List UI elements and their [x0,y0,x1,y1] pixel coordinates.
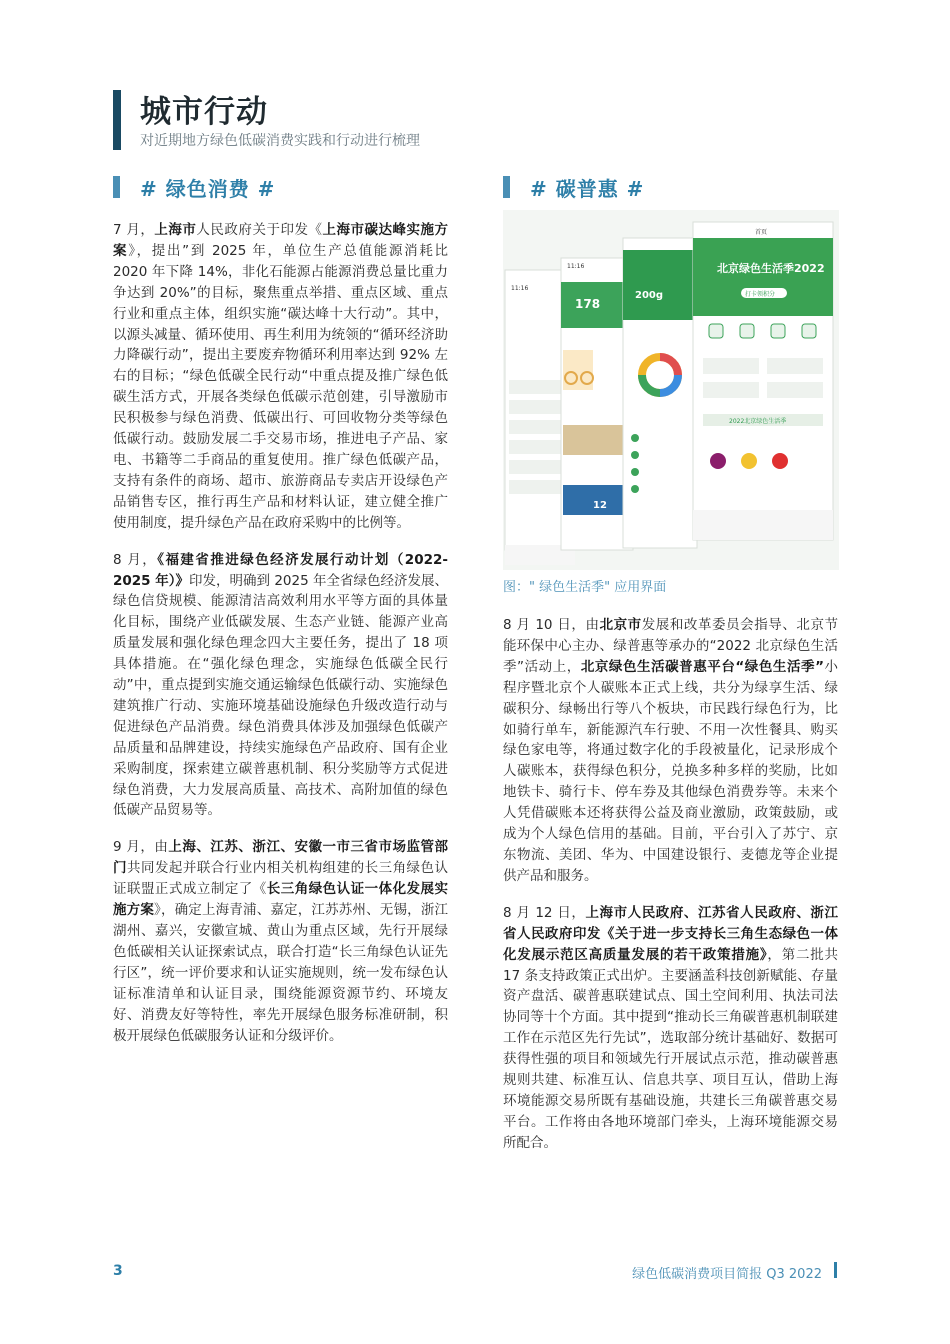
emphasis-text: 北京市 [599,617,642,633]
section-accent-bar [113,176,120,198]
points-value: 178 [575,297,601,311]
paragraph-text: ，第二批共 17 条支持政策正式出炉。主要涵盖科技创新赋能、存量资产盘活、碳普惠联建试点、国土空间利用、执法司法协同等十个方面。其中提到“推动长三角碳普惠机制联建工作在示范区先行先试”，选取部分统计基础好、数据可获得性强的项目和领域先行开展试点示范，推动碳普惠规则共建、标准互认、信息共享、项目互认，借助上海环境能源交易所既有基础设施，共建长三角碳普惠交易平台。工作将由各地环境部门牵头，上海环境能源交易所配合。 [503,946,839,1151]
section-accent-bar [503,176,510,198]
emphasis-text: 上海市人民政府、江苏省人民政府、浙江省人民政府印发《关于进一步支持长三角生态绿色一体化发展示范区高质量发展的若干政策措施》 [503,904,838,963]
time-label-a: 11:16 [567,263,585,270]
paragraph-text: 》，提出”到 2025 年，单位生产总值能源消耗比 2020 年下降 14%，非化石能源占能源消费总量比重力争达到 20%”的目标，聚焦重点举措、重点区域、重点行业和重点主体，组织实施“碳达峰十大行动”。其中，以源头减量、循环使用、再生利用为统领的“循环经济助力降碳行动”，提出主要废弃物循环利用率达到 92% 左右的目标；“绿色低碳全民行动“中重点提及推广绿色低碳生活方式，开展各类绿色低碳示范创建，引导激励市民积极参与绿色消费、低碳出行、可回收物分类等绿色低碳行动。鼓励发展二手交易市场，推进电子产品、家电、书籍等二手商品的重复使用。推广绿色低碳产品，支持有条件的商场、超市、旅游商品专卖店开设绿色产品销售专区，推行再生产品和材料认证，建立健全推广使用制度，提升绿色产品在政府采购中的比例等。 [113,242,449,531]
coupon-value: 12 [593,500,607,511]
emphasis-text: 上海、江苏、浙江、安徽一市三省市场监管部门 [113,839,448,877]
section-title: # 碳普惠 # [530,176,645,201]
left-column-body [113,220,448,1062]
phone-screen-carbon-account [623,238,697,548]
paragraph-text: 》，确定上海青浦、嘉定，江苏苏州、无锡，浙江湖州、嘉兴，安徽宣城、黄山为重点区域，先行开展绿色低碳相关认证探索试点，联合打造“长三角绿色认证先行区”，统一评价要求和认证实施规则，统一发布绿色认证标准清单和认证目录，围绕能源资源节约、环境友好、消费友好等特性，率先开展绿色服务标准研制，积极开展绿色低碳服务认证和分级评价。 [113,902,448,1044]
body-paragraph [113,550,448,822]
figure-caption: 图：" 绿色生活季" 应用界面 [503,580,667,595]
carbon-value: 200g [635,290,664,301]
body-paragraph [503,903,838,1154]
phone-screen-points [561,258,633,550]
paragraph-text: 发展和改革委员会指导、北京节能环保中心主办、绿普惠等承办的“2022 北京绿色生活季”活动上， [503,617,839,675]
body-paragraph [113,837,448,1046]
paragraph-text: 8 月 12 日， [503,904,586,921]
banner-title: 北京绿色生活季2022 [717,262,825,275]
time-label-b: 11:16 [511,285,529,292]
footer-accent-bar [834,1262,837,1278]
banner-button: 打卡领积分 [745,291,776,298]
emphasis-text: 上海市碳达峰实施方案 [113,222,449,259]
section-heading-carbon-inclusion [503,172,644,202]
emphasis-text: 长三角绿色认证一体化发展实施方案 [113,881,449,919]
paragraph-text: 7 月， [113,222,155,238]
emphasis-text: 北京绿色生活碳普惠平台“绿色生活季” [580,658,824,675]
section-heading-green-consumption [113,172,275,202]
paragraph-text: 小程序暨北京个人碳账本正式上线，共分为绿享生活、绿碳积分、绿畅出行等八个板块，市民践行绿色行为，比如骑行单车，新能源汽车行驶、不用一次性餐具、购买绿色家电等，将通过数字化的手段被量化，记录形成个人碳账本，获得绿色积分，兑换多种多样的奖励，比如地铁卡、骑行卡、停车券及其他绿色消费券等。未来个人凭借碳账本还将获得公益及商业激励，政策鼓励，或成为个人绿色信用的基础。目前，平台引入了苏宁、京东物流、美团、华为、中国建设银行、麦德龙等企业提供产品和服务。 [503,658,839,884]
emphasis-text: 《福建省推进绿色经济发展行动计划（2022-2025 年）》 [113,551,448,589]
right-column-body [503,615,838,1170]
page-number: 3 [113,1263,123,1279]
page-subtitle: 对近期地方绿色低碳消费实践和行动进行梳理 [140,133,420,149]
paragraph-text: 共同发起并联合行业内相关机构组建的长三角绿色认证联盟正式成立制定了《 [113,860,449,898]
season-label: 2022北京绿色生活季 [729,418,787,425]
app-screenshot-figure [503,210,839,570]
body-paragraph [113,220,448,534]
app-mockup-illustration [503,210,839,570]
paragraph-text: 8 月， [113,551,158,568]
paragraph-text: 印发，明确到 2025 年全省绿色经济发展、绿色信贷规模、能源清洁高效利用水平等方面的具体量化目标，围绕产业低碳发展、生态产业链、能源产业高质量发展和强化绿色理念四大主要任务，提出了 18 项具体措施。在“强化绿色理念，实施绿色低碳全民行动”中，重点提到实施交通运输绿色低碳行动、实施绿色建筑推广行动、实施环境基础设施绿色升级改造行动与促进绿色产品消费。绿色消费具体涉及加强绿色低碳产品质量和品牌建设，持续实施绿色产品政府、国有企业采购制度，探索建立碳普惠机制、积分奖励等方式促进绿色消费，大力发展高质量、高技术、高附加值的绿色低碳产品贸易等。 [113,572,448,819]
body-paragraph [503,615,838,887]
header-accent-bar [113,90,121,150]
screen-label: 首页 [755,229,768,236]
paragraph-text: 9 月，由 [113,839,169,856]
page-title: 城市行动 [140,94,268,130]
paragraph-text: 8 月 10 日，由 [503,617,600,633]
publication-title: 绿色低碳消费项目简报 Q3 2022 [632,1267,822,1282]
paragraph-text: 人民政府关于印发《 [196,222,323,238]
emphasis-text: 上海市 [154,222,197,238]
section-title: # 绿色消费 # [140,176,276,201]
phone-screen-home [693,222,833,540]
